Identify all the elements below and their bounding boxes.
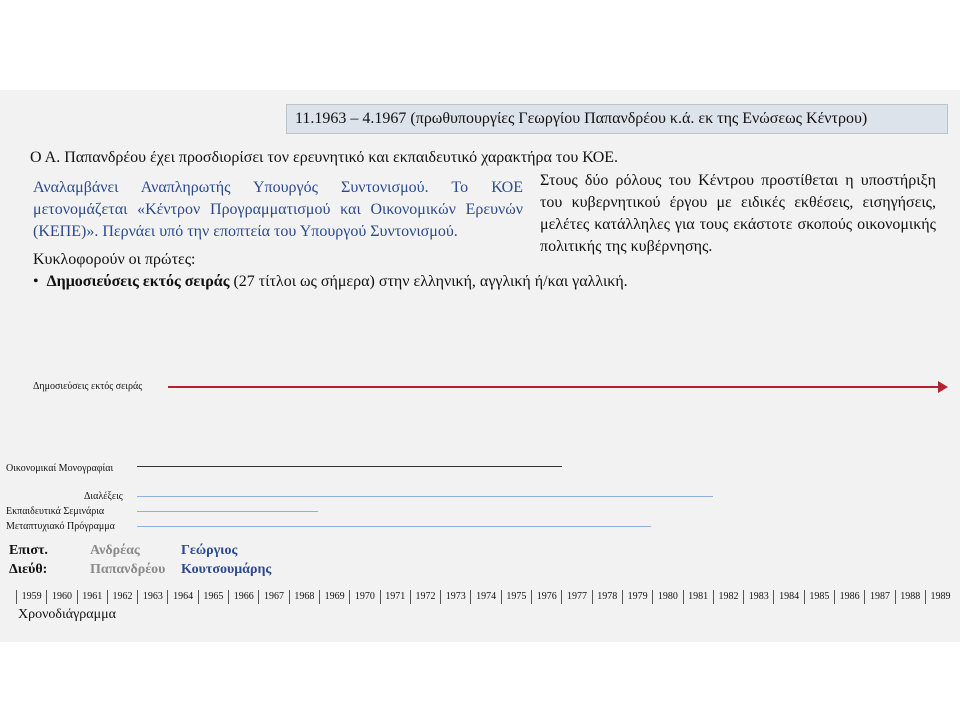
staff-label-line2: Διεύθ: xyxy=(9,562,48,577)
year-tick-1977: 1977 xyxy=(561,590,591,604)
year-tick-1982: 1982 xyxy=(713,590,743,604)
year-tick-1965: 1965 xyxy=(198,590,228,604)
year-tick-1976: 1976 xyxy=(531,590,561,604)
bullet-bold: Δημοσιεύσεις εκτός σειράς xyxy=(46,273,230,290)
bullet-icon: • xyxy=(33,273,47,290)
year-tick-1984: 1984 xyxy=(773,590,803,604)
publications-arrow-line xyxy=(168,386,940,388)
series-label-postgrad: Μεταπτυχιακό Πρόγραμμα xyxy=(6,521,115,532)
series-label-publications: Δημοσιεύσεις εκτός σειράς xyxy=(33,381,143,392)
bullet-item xyxy=(33,271,628,293)
year-tick-1980: 1980 xyxy=(652,590,682,604)
year-tick-1959: 1959 xyxy=(16,590,46,604)
year-tick-1985: 1985 xyxy=(804,590,834,604)
year-tick-1979: 1979 xyxy=(622,590,652,604)
year-tick-1970: 1970 xyxy=(349,590,379,604)
year-tick-1966: 1966 xyxy=(228,590,258,604)
year-tick-1972: 1972 xyxy=(410,590,440,604)
year-tick-1964: 1964 xyxy=(167,590,197,604)
period-title: 11.1963 – 4.1967 (πρωθυπουργίες Γεωργίου Παπανδρέου κ.ά. εκ της Ενώσεως Κέντρου) xyxy=(286,104,948,134)
year-tick-1978: 1978 xyxy=(592,590,622,604)
year-tick-1971: 1971 xyxy=(380,590,410,604)
series-label-seminars: Εκπαιδευτικά Σεμινάρια xyxy=(6,506,105,517)
year-tick-1974: 1974 xyxy=(470,590,500,604)
year-tick-1983: 1983 xyxy=(743,590,773,604)
year-tick-1960: 1960 xyxy=(46,590,76,604)
main-text: Ο Α. Παπανδρέου έχει προσδιορίσει τον ερευνητικό και εκπαιδευτικό χαρακτήρα του ΚΟΕ. xyxy=(30,149,619,166)
axis-caption: Χρονοδιάγραμμα xyxy=(18,607,116,622)
monographs-line xyxy=(137,466,562,467)
right-text: Στους δύο ρόλους του Κέντρου προστίθεται η υποστήριξη του κυβερνητικού έργου με ειδικές εκθέσεις, εισηγήσεις, μελέτες κατάλληλες για τους εκάστοτε σκοπούς οικονομικής πολιτικής της κυβέρνησης. xyxy=(540,172,936,255)
year-tick-1961: 1961 xyxy=(77,590,107,604)
year-tick-1969: 1969 xyxy=(319,590,349,604)
year-tick-1975: 1975 xyxy=(501,590,531,604)
postgrad-line xyxy=(137,526,651,527)
year-tick-1967: 1967 xyxy=(258,590,288,604)
circulation-intro: Κυκλοφορούν οι πρώτες: xyxy=(33,251,196,268)
bullet-rest: (27 τίτλοι ως σήμερα) στην ελληνική, αγγλική ή/και γαλλική. xyxy=(229,273,628,290)
blue-text: Αναλαμβάνει Αναπληρωτής Υπουργός Συντονισμού. Το ΚΟΕ μετονομάζεται «Κέντρον Προγραμματισμού και Οικονομικών Ερευνών (ΚΕΠΕ)». Περνάει υπό την εποπτεία του Υπουργού Συντονισμού. xyxy=(33,179,523,240)
person2-line1: Γεώργιος xyxy=(181,543,238,558)
year-tick-1988: 1988 xyxy=(895,590,925,604)
year-tick-1987: 1987 xyxy=(864,590,894,604)
staff-label-line1: Επιστ. xyxy=(9,543,48,558)
year-tick-1989: 1989 xyxy=(925,590,955,604)
year-tick-1981: 1981 xyxy=(683,590,713,604)
person1-line2: Παπανδρέου xyxy=(90,562,166,577)
year-axis xyxy=(16,590,955,604)
person2-line2: Κουτσουμάρης xyxy=(181,562,272,577)
person1-line1: Ανδρέας xyxy=(90,543,140,558)
staff-person-papandreou xyxy=(90,541,165,579)
lectures-line xyxy=(137,496,713,497)
staff-person-koutsoumaris xyxy=(181,541,271,579)
series-label-lectures: Διαλέξεις xyxy=(84,491,123,502)
staff-label xyxy=(9,541,48,579)
series-label-monographs: Οικονομικαί Μονογραφίαι xyxy=(6,463,114,474)
year-tick-1962: 1962 xyxy=(107,590,137,604)
year-tick-1968: 1968 xyxy=(289,590,319,604)
arrow-head-icon xyxy=(938,381,948,393)
seminars-line xyxy=(137,511,318,512)
year-tick-1973: 1973 xyxy=(440,590,470,604)
year-tick-1963: 1963 xyxy=(137,590,167,604)
year-tick-1986: 1986 xyxy=(834,590,864,604)
